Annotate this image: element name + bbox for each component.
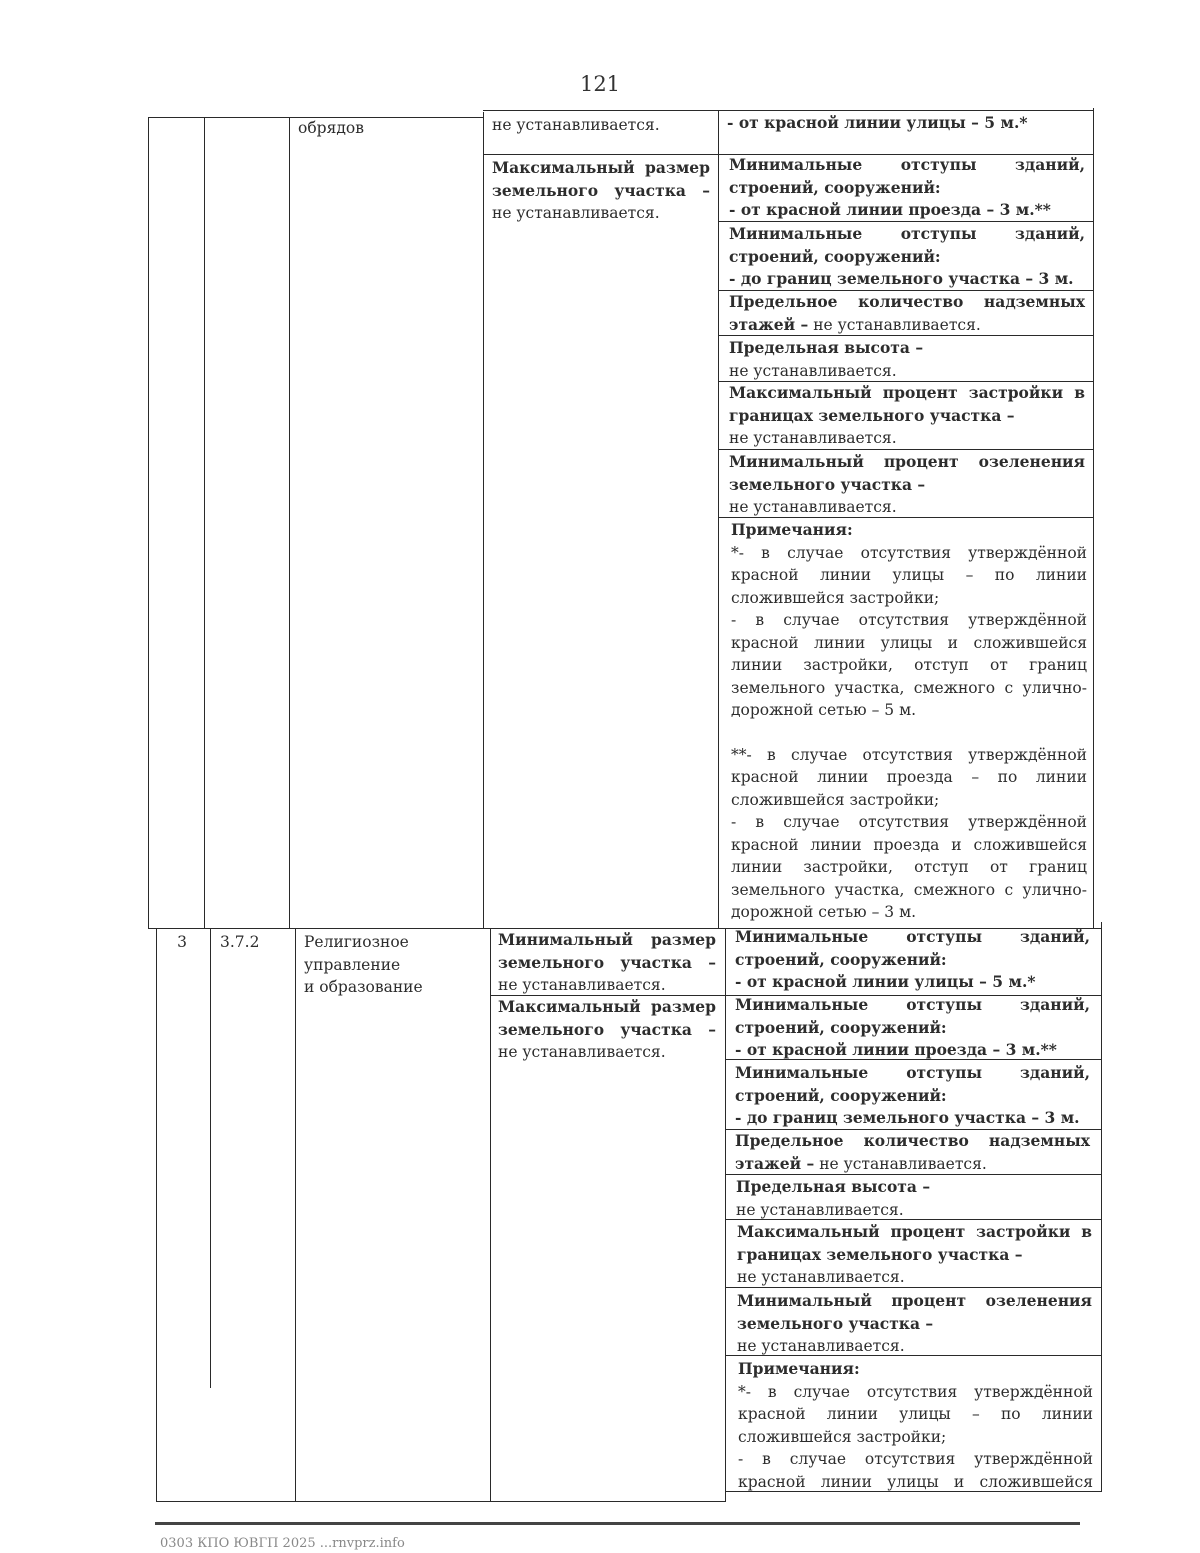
param-value: - от красной линии улицы – 5 м.* <box>735 972 1036 991</box>
param-label: Предельная высота – <box>736 1177 931 1196</box>
name-text: обрядов <box>298 119 364 137</box>
param-cell-2 <box>729 154 1085 222</box>
param-value: - до границ земельного участка – 3 м. <box>735 1108 1080 1127</box>
col-line-left <box>148 117 149 928</box>
code-cell <box>220 931 290 954</box>
param-value: не устанавливается. <box>737 1268 905 1286</box>
row-line-top-right <box>483 110 1094 111</box>
param-cell-5 <box>729 337 1085 382</box>
param-label: Минимальный процент озеленения земельного участка – <box>737 1291 1092 1333</box>
param-label: Минимальные отступы зданий, строений, сооружений: <box>735 927 1090 969</box>
max-size-value: не устанавливается. <box>492 204 660 222</box>
note-item: - в случае отсутствия утверждённой красной линии улицы и сложившейся линии застройки, отступ от границ земельного участка, смежного с улично-дорожной сетью – 5 м. <box>731 611 1087 719</box>
col-line-2 <box>289 117 290 928</box>
param-label: Минимальные отступы зданий, строений, сооружений: <box>729 224 1085 266</box>
col-line-4 <box>718 110 719 928</box>
param-cell-1 <box>727 112 1087 135</box>
param-value: не устанавливается. <box>729 498 897 516</box>
param-label: Предельное количество надземных этажей – <box>729 292 1085 334</box>
note-item: *- в случае отсутствия утверждённой красной линии улицы – по линии сложившейся застройки; <box>738 1382 1093 1446</box>
param-value: - до границ земельного участка – 3 м. <box>729 269 1074 288</box>
code-text: 3.7.2 <box>220 933 260 951</box>
note-item: - в случае отсутствия утверждённой красной линии улицы и сложившейся <box>738 1450 1093 1491</box>
row-number <box>160 931 204 954</box>
col-line-right <box>1093 108 1094 928</box>
min-size-cell-continued <box>492 114 712 137</box>
col-line-3 <box>483 112 484 928</box>
param-label: Максимальный процент застройки в границах земельного участка – <box>729 383 1085 425</box>
name-cell <box>304 931 484 999</box>
min-size-value: не устанавливается. <box>498 976 666 994</box>
row-line-bottom <box>156 1501 725 1502</box>
param-label: Минимальные отступы зданий, строений, сооружений: <box>729 155 1085 197</box>
max-size-label: Максимальный размер земельного участка – <box>498 997 716 1039</box>
name-line: управление <box>304 955 401 974</box>
max-size-cell <box>498 996 716 1064</box>
param-cell-4 <box>735 1130 1090 1175</box>
col-line-2b <box>295 928 296 1502</box>
note-item: **- в случае отсутствия утверждённой красной линии проезда – по линии сложившейся застройки; <box>731 745 1087 809</box>
param-value: не устанавливается. <box>729 361 897 380</box>
param-label: Предельное количество надземных этажей – <box>735 1131 1090 1173</box>
param-cell-7 <box>737 1290 1092 1358</box>
param-value: - от красной линии проезда – 3 м.** <box>735 1040 1057 1059</box>
param-label: Минимальные отступы зданий, строений, сооружений: <box>735 995 1090 1037</box>
name-cell-continued <box>298 117 478 140</box>
footer-text: 0303 КПО ЮВГП 2025 ...rnvprz.info <box>160 1536 405 1551</box>
col-line-3b <box>490 928 491 1502</box>
col-line-left-2 <box>156 928 157 1502</box>
param-value: не устанавливается. <box>729 429 897 447</box>
row-number-text: 3 <box>177 933 187 951</box>
param-value: не устанавливается. <box>813 315 981 334</box>
notes-cell <box>738 1358 1093 1492</box>
max-size-cell <box>492 157 710 225</box>
min-size-cell <box>498 929 716 997</box>
param-cell-5 <box>736 1176 1091 1221</box>
notes-cell <box>731 519 1087 924</box>
col-line-4b <box>725 928 726 1502</box>
param-label: Минимальный процент озеленения земельного участка – <box>729 452 1085 494</box>
min-size-label: Минимальный размер земельного участка – <box>498 930 716 972</box>
note-item: - в случае отсутствия утверждённой красной линии проезда и сложившейся линии застройки, отступ от границ земельного участка, смежного с улично-дорожной сетью – 3 м. <box>731 813 1087 921</box>
param-cell-3 <box>735 1062 1090 1130</box>
col-line-1b <box>210 928 211 1388</box>
param-cell-6 <box>737 1221 1092 1289</box>
notes-title: Примечания: <box>731 520 853 539</box>
param-cell-6 <box>729 382 1085 450</box>
param-cell-1 <box>735 926 1090 994</box>
param-cell-3 <box>729 223 1085 291</box>
param-label: Предельная высота – <box>729 338 924 357</box>
max-size-label: Максимальный размер земельного участка – <box>492 158 710 200</box>
name-line: и образование <box>304 978 423 996</box>
param-label: Минимальные отступы зданий, строений, сооружений: <box>735 1063 1090 1105</box>
page-number: 121 <box>579 72 621 96</box>
param-cell-7 <box>729 451 1085 519</box>
name-line: Религиозное <box>304 933 409 951</box>
param-label: Максимальный процент застройки в границах земельного участка – <box>737 1222 1092 1264</box>
param-value: - от красной линии улицы – 5 м.* <box>727 113 1028 132</box>
col-line-1 <box>204 117 205 928</box>
max-size-value: не устанавливается. <box>498 1043 666 1061</box>
param-cell-4 <box>729 291 1085 336</box>
note-item: *- в случае отсутствия утверждённой красной линии улицы – по линии сложившейся застройки; <box>731 543 1087 607</box>
min-size-value: не устанавливается. <box>492 116 660 134</box>
param-value: не устанавливается. <box>819 1154 987 1173</box>
param-value: не устанавливается. <box>736 1200 904 1219</box>
footer-rule <box>155 1522 1080 1525</box>
param-value: - от красной линии проезда – 3 м.** <box>729 200 1051 219</box>
param-cell-2 <box>735 994 1090 1062</box>
notes-title: Примечания: <box>738 1359 860 1378</box>
param-value: не устанавливается. <box>737 1337 905 1355</box>
col-line-right-b <box>1101 922 1102 1492</box>
